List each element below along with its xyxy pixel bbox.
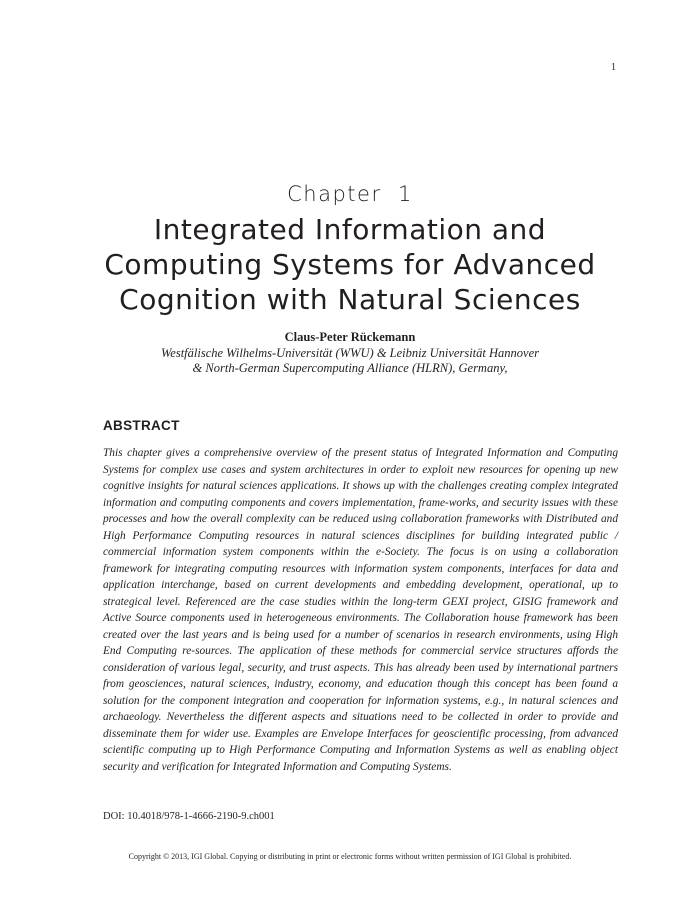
abstract-heading: ABSTRACT (103, 418, 180, 433)
abstract-line: enabling object security and verification for Integrated Information and Computing Systems. (103, 744, 618, 773)
abstract-line: heterogeneous environments. The Collaboration house framework has been created over the last years (103, 612, 618, 641)
doi: DOI: 10.4018/978-1-4666-2190-9.ch001 (103, 811, 275, 822)
author-affiliation-line: Westfälische Wilhelms-Universität (WWU) & Leibniz Universität Hannover (161, 345, 539, 360)
abstract-line: collaboration frameworks with Distributed and High Performance Computing resources in natural (103, 513, 618, 542)
author-name: Claus-Peter Rückemann (284, 330, 416, 344)
chapter-label (0, 182, 700, 206)
abstract-line: creating complex integrated information and computing components and covers implementation, frame- (103, 480, 618, 509)
chapter-title-line: Computing Systems for Advanced (104, 248, 596, 281)
abstract-line: and is being used for a number of scenarios in research environments, using High End Computing re- (103, 628, 619, 657)
abstract-line: advanced scientific computing up to High Performance Computing and Information Systems as well as (103, 727, 619, 756)
abstract-line: and archaeology. Nevertheless the different aspects and situations need to be collected in order to provide (103, 694, 618, 723)
abstract-line: sciences disciplines for building integrated public / commercial information system components within (103, 529, 618, 558)
abstract-line: the e-Society. The focus is on using a collaboration framework for integrating computing resources (103, 546, 619, 575)
abstract-line: developments and embedding development, operational, up to strategical level. Referenced are the case (103, 579, 618, 608)
abstract-line: geosciences, natural sciences, industry, economy, and education though this concept has been found a (128, 678, 618, 690)
chapter-title-line: Cognition with Natural Sciences (119, 283, 581, 316)
abstract-line: This chapter gives a comprehensive overview of the present status of Integrated Information and (103, 447, 564, 459)
abstract-line: Computing Systems for complex use cases and system architectures in order to exploit new resources (103, 447, 618, 476)
abstract-line: and disseminate them for wider use. Examples are Envelope Interfaces for geoscientific processing, from (103, 711, 618, 740)
abstract-line: for opening up new cognitive insights for natural sciences applications. It shows up with the challenges (103, 463, 618, 492)
abstract-line: studies within the long-term GEXI project, GISIG framework and Active Source components used in (103, 595, 618, 624)
abstract-line: of various legal, security, and trust aspects. This has already been used by international partners from (103, 661, 618, 690)
author-block (0, 330, 700, 377)
chapter-number: 1 (397, 182, 413, 206)
abstract-line: with information system components, interfaces for data and application interchange, based on current (103, 562, 618, 591)
page-number: 1 (611, 62, 616, 73)
abstract-line: works, and security issues with these processes and how the overall complexity can be reduced using (103, 496, 618, 525)
abstract-body (103, 445, 618, 775)
abstract-line: solution for the component integration and cooperation for information systems, e.g., in natural sciences (103, 694, 597, 707)
chapter-title-line: Integrated Information and (153, 213, 547, 246)
author-affiliation-line: & North-German Supercomputing Alliance (HLRN), Germany, (192, 361, 508, 375)
abstract-line: sources. The application of these methods for commercial service structures affords the consideration (103, 645, 618, 674)
copyright-notice: Copyright © 2013, IGI Global. Copying or distributing in print or electronic forms without written permission of IGI Global is prohibited. (128, 852, 572, 861)
chapter-word: Chapter (287, 182, 382, 206)
chapter-title (40, 212, 660, 317)
